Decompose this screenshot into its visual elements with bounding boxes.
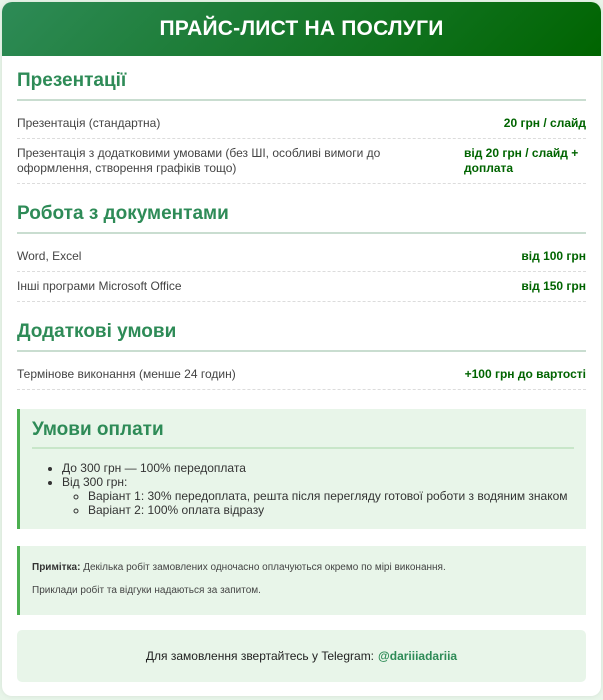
payment-list	[32, 461, 574, 517]
service-price: від 100 грн	[521, 249, 586, 263]
content	[2, 70, 601, 682]
note-line: Приклади робіт та відгуки надаються за запитом.	[32, 585, 261, 596]
payment-sublist	[62, 489, 574, 517]
section-title: Додаткові умови	[17, 321, 586, 352]
service-price: 20 грн / слайд	[503, 116, 586, 130]
payment-item-text: Від 300 грн:	[62, 475, 128, 489]
section-documents	[17, 203, 586, 302]
price-rows	[17, 242, 586, 302]
contact-text: Для замовлення звертайтесь у Telegram:	[145, 649, 375, 663]
note-label: Примітка:	[32, 562, 81, 573]
section-title: Робота з документами	[17, 203, 586, 234]
telegram-handle-link[interactable]: @dariiiadariia	[378, 649, 458, 663]
note-text: Декілька робіт замовлених одночасно оплачуються окремо по мірі виконання.	[83, 562, 446, 573]
price-rows	[17, 109, 586, 184]
service-price: від 20 грн / слайд + доплата	[464, 146, 579, 175]
service-name: Термінове виконання (менше 24 годин)	[17, 367, 236, 381]
service-name: Інші програми Microsoft Office	[17, 279, 182, 293]
service-name: Презентація з додатковими умовами (без ШІ, особливі вимоги до оформлення, створення графіків тощо)	[17, 146, 381, 175]
page-title: ПРАЙС-ЛИСТ НА ПОСЛУГИ	[159, 17, 444, 40]
service-name: Word, Excel	[17, 249, 82, 263]
header-banner	[2, 2, 601, 56]
service-price: від 150 грн	[521, 279, 586, 293]
payment-subitem: ◦ Варіант 1: 30% передоплата, решта після перегляду готової роботи з водяним знаком	[88, 489, 574, 503]
payment-subitem: ◦ Варіант 2: 100% оплата відразу	[88, 503, 574, 517]
price-row	[17, 139, 586, 184]
price-row	[17, 109, 586, 139]
section-additional	[17, 321, 586, 390]
note-panel	[17, 546, 586, 615]
price-row	[17, 272, 586, 302]
service-price: +100 грн до вартості	[464, 367, 586, 381]
service-name: Презентація (стандартна)	[17, 116, 161, 130]
price-rows	[17, 360, 586, 390]
section-presentations	[17, 70, 586, 184]
payment-title: Умови оплати	[32, 419, 574, 449]
price-list-page	[2, 2, 601, 696]
section-title: Презентації	[17, 70, 586, 101]
contact-panel	[17, 630, 586, 682]
note-line	[32, 562, 574, 574]
price-row	[17, 360, 586, 390]
payment-item	[62, 475, 574, 517]
payment-terms-panel	[17, 409, 586, 529]
price-row	[17, 242, 586, 272]
payment-item: • До 300 грн — 100% передоплата	[62, 461, 574, 475]
